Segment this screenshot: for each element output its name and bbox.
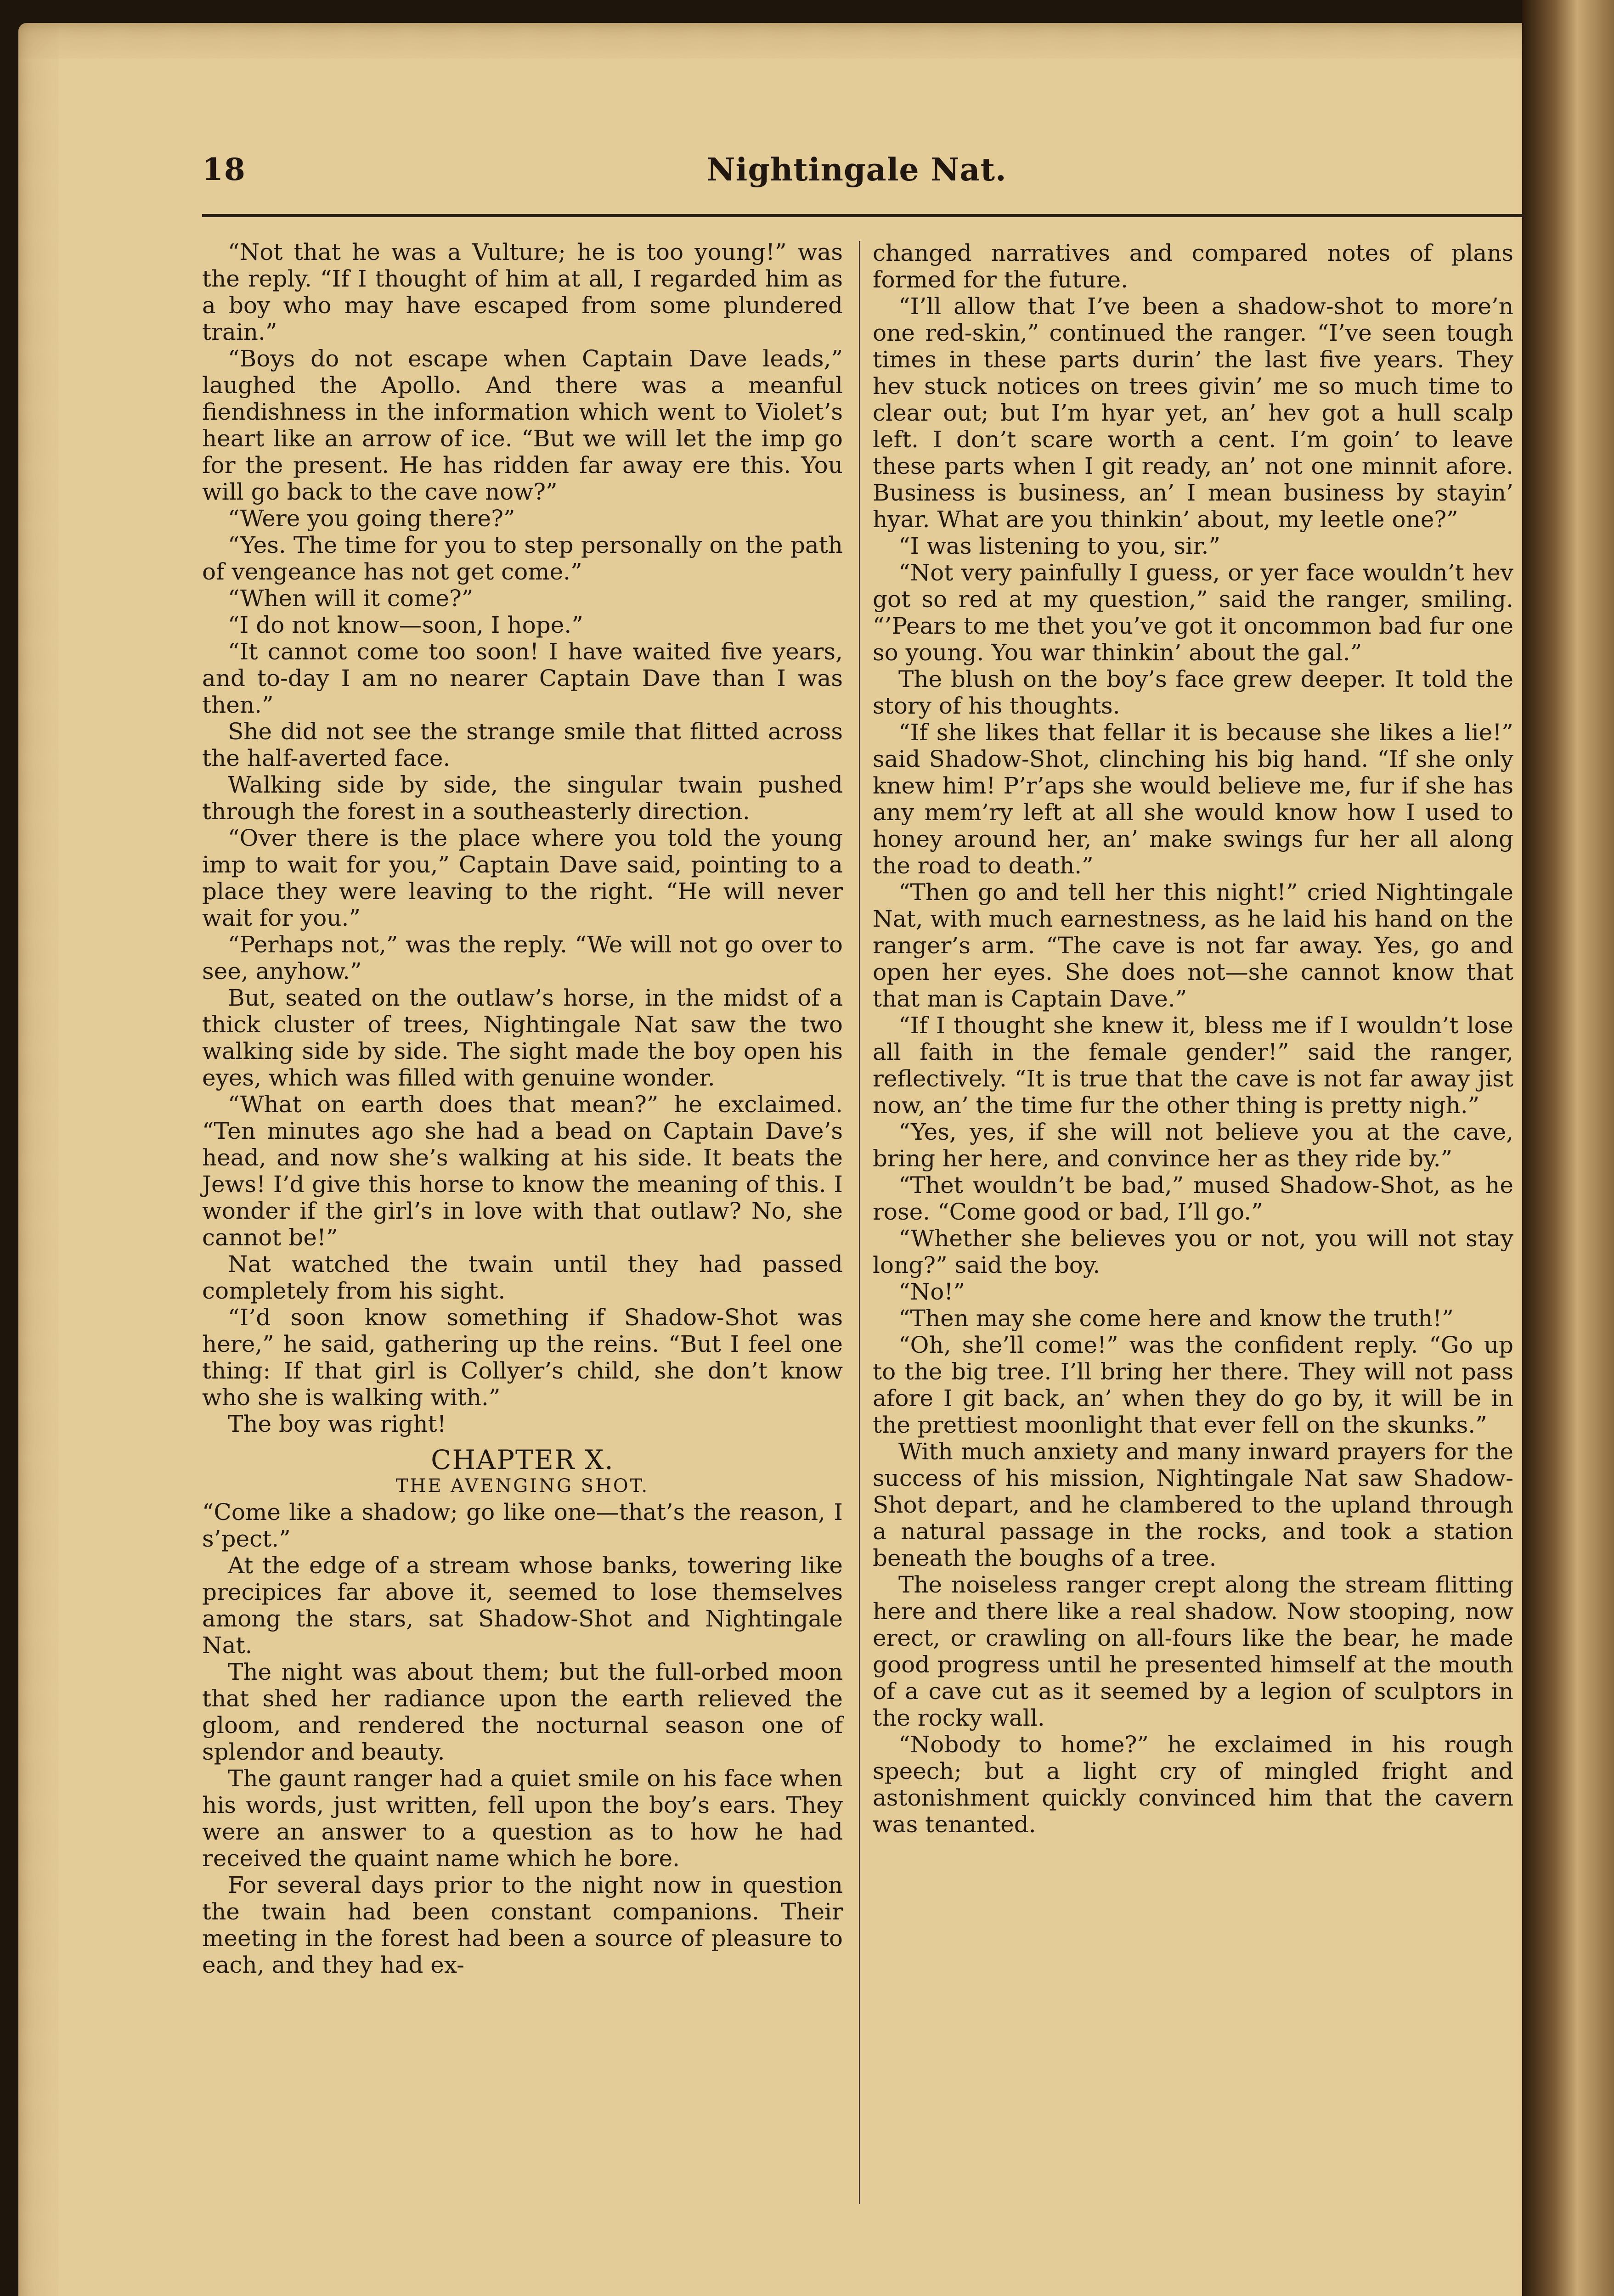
paragraph: But, seated on the outlaw’s horse, in the midst of a thick cluster of trees, Nightingale Nat saw the two walking side by side. The sight made the boy open his eyes, which was filled with genuine wonder. xyxy=(202,985,843,1091)
paragraph: “If I thought she knew it, bless me if I wouldn’t lose all faith in the female gender!” said the ranger, reflectively. “It is true that the cave is not far away jist now, an’ the time fur the other thing is pretty nigh.” xyxy=(873,1012,1513,1119)
paragraph: “Then go and tell her this night!” cried Nightingale Nat, with much earnestness, as he laid his hand on the ranger’s arm. “The cave is not far away. Yes, go and open her eyes. She does not—she cannot know that that man is Captain Dave.” xyxy=(873,879,1513,1012)
paragraph: “No!” xyxy=(898,1278,965,1305)
paragraph: “Whether she believes you or not, you will not stay long?” said the boy. xyxy=(873,1225,1513,1278)
paragraph: “Thet wouldn’t be bad,” mused Shadow-Shot, as he rose. “Come good or bad, I’ll go.” xyxy=(873,1172,1513,1225)
paragraph: “I’d soon know something if Shadow-Shot was here,” he said, gathering up the reins. “But I feel one thing: If that girl is Collyer’s child, she don’t know who she is walking with.” xyxy=(202,1304,843,1411)
paragraph: “Nobody to home?” he exclaimed in his rough speech; but a light cry of mingled fright and astonishment quickly convinced him that the cavern was tenanted. xyxy=(873,1731,1513,1838)
paragraph: The noiseless ranger crept along the stream flitting here and there like a real shadow. Now stooping, now erect, or crawling on all-fours like the bear, he made good progress until he presented himself at the mouth of a cave cut as it seemed by a legion of sculptors in the rocky wall. xyxy=(873,1571,1513,1731)
paragraph: “Perhaps not,” was the reply. “We will not go over to see, anyhow.” xyxy=(202,931,843,985)
left-column xyxy=(202,239,843,1978)
paragraph: “I do not know—soon, I hope.” xyxy=(228,612,583,638)
paragraph: “Yes. The time for you to step personally on the path of vengeance has not get come.” xyxy=(202,532,843,585)
paragraph: “I’ll allow that I’ve been a shadow-shot to more’n one red-skin,” continued the ranger. “I’ve seen tough times in these parts durin’ the last five years. They hev stuck notices on trees givin’ me so much time to clear out; but I’m hyar yet, an’ hev got a hull scalp left. I don’t scare worth a cent. I’m goin’ to leave these parts when I git ready, an’ not one minnit afore. Business is business, an’ I mean business by stayin’ hyar. What are you thinkin’ about, my leetle one?” xyxy=(873,293,1513,533)
paragraph: She did not see the strange smile that flitted across the half-averted face. xyxy=(202,718,843,771)
book-spine-edge xyxy=(1522,0,1614,2296)
paragraph: The boy was right! xyxy=(228,1411,446,1437)
page-number: 18 xyxy=(202,152,246,187)
paragraph: The night was about them; but the full-orbed moon that shed her radiance upon the earth relieved the gloom, and rendered the nocturnal season one of splendor and beauty. xyxy=(202,1659,843,1765)
paragraph: At the edge of a stream whose banks, towering like precipices far above it, seemed to lose themselves among the stars, sat Shadow-Shot and Nightingale Nat. xyxy=(202,1552,843,1659)
paragraph: “I was listening to you, sir.” xyxy=(898,533,1220,559)
paragraph: “What on earth does that mean?” he exclaimed. “Ten minutes ago she had a bead on Captain Dave’s head, and now she’s walking at his side. It beats the Jews! I’d give this horse to know the meaning of this. I wonder if the girl’s in love with that outlaw? No, she cannot be!” xyxy=(202,1091,843,1251)
running-title: Nightingale Nat. xyxy=(706,152,1007,188)
page-header xyxy=(202,152,1511,202)
paragraph: With much anxiety and many inward prayers for the success of his mission, Nightingale Nat saw Shadow-Shot depart, and he clambered to the upland through a natural passage in the rocks, and took a station beneath the boughs of a tree. xyxy=(873,1438,1513,1571)
paragraph: The blush on the boy’s face grew deeper. It told the story of his thoughts. xyxy=(873,666,1513,719)
column-divider xyxy=(859,241,860,2204)
paragraph: “Not very painfully I guess, or yer face wouldn’t hev got so red at my question,” said the ranger, smiling. “’Pears to me thet you’ve got it oncommon bad fur one so young. You war thinkin’ about the gal.” xyxy=(873,559,1513,666)
paragraph: “If she likes that fellar it is because she likes a lie!” said Shadow-Shot, clinching his big hand. “If she only knew him! P’r’aps she would believe me, fur if she has any mem’ry left at all she would know how I used to honey around her, an’ make swings fur her all along the road to death.” xyxy=(873,719,1513,879)
right-column xyxy=(873,240,1513,1838)
paragraph: “Not that he was a Vulture; he is too young!” was the reply. “If I thought of him at all, I regarded him as a boy who may have escaped from some plundered train.” xyxy=(202,239,843,345)
paragraph: “Were you going there?” xyxy=(228,505,515,532)
paragraph: Walking side by side, the singular twain pushed through the forest in a southeasterly direction. xyxy=(202,771,843,825)
paragraph: changed narratives and compared notes of plans formed for the future. xyxy=(873,240,1513,293)
chapter-subtitle: THE AVENGING SHOT. xyxy=(395,1475,649,1497)
paragraph: For several days prior to the night now in question the twain had been constant companions. Their meeting in the forest had been a source of pleasure to each, and they had ex- xyxy=(202,1872,843,1978)
paragraph: Nat watched the twain until they had passed completely from his sight. xyxy=(202,1251,843,1304)
paragraph: “It cannot come too soon! I have waited five years, and to-day I am no nearer Captain Dave than I was then.” xyxy=(202,638,843,718)
paragraph: “Oh, she’ll come!” was the confident reply. “Go up to the big tree. I’ll bring her there. They will not pass afore I git back, an’ when they do go by, it will be in the prettiest moonlight that ever fell on the skunks.” xyxy=(873,1332,1513,1438)
paragraph: “Boys do not escape when Captain Dave leads,” laughed the Apollo. And there was a meanful fiendishness in the information which went to Violet’s heart like an arrow of ice. “But we will let the imp go for the present. He has ridden far away ere this. You will go back to the cave now?” xyxy=(202,345,843,505)
paragraph: The gaunt ranger had a quiet smile on his face when his words, just written, fell upon the boy’s ears. They were an answer to a question as to how he had received the quaint name which he bore. xyxy=(202,1765,843,1872)
paragraph: “Then may she come here and know the truth!” xyxy=(898,1305,1454,1332)
header-rule xyxy=(202,214,1525,217)
paragraph: “Come like a shadow; go like one—that’s the reason, I s’pect.” xyxy=(202,1499,843,1552)
paragraph: “Yes, yes, if she will not believe you at the cave, bring her here, and convince her as they ride by.” xyxy=(873,1119,1513,1172)
chapter-heading: CHAPTER X. xyxy=(431,1444,614,1475)
paragraph: “When will it come?” xyxy=(228,585,474,612)
paragraph: “Over there is the place where you told the young imp to wait for you,” Captain Dave said, pointing to a place they were leaving to the right. “He will never wait for you.” xyxy=(202,825,843,931)
